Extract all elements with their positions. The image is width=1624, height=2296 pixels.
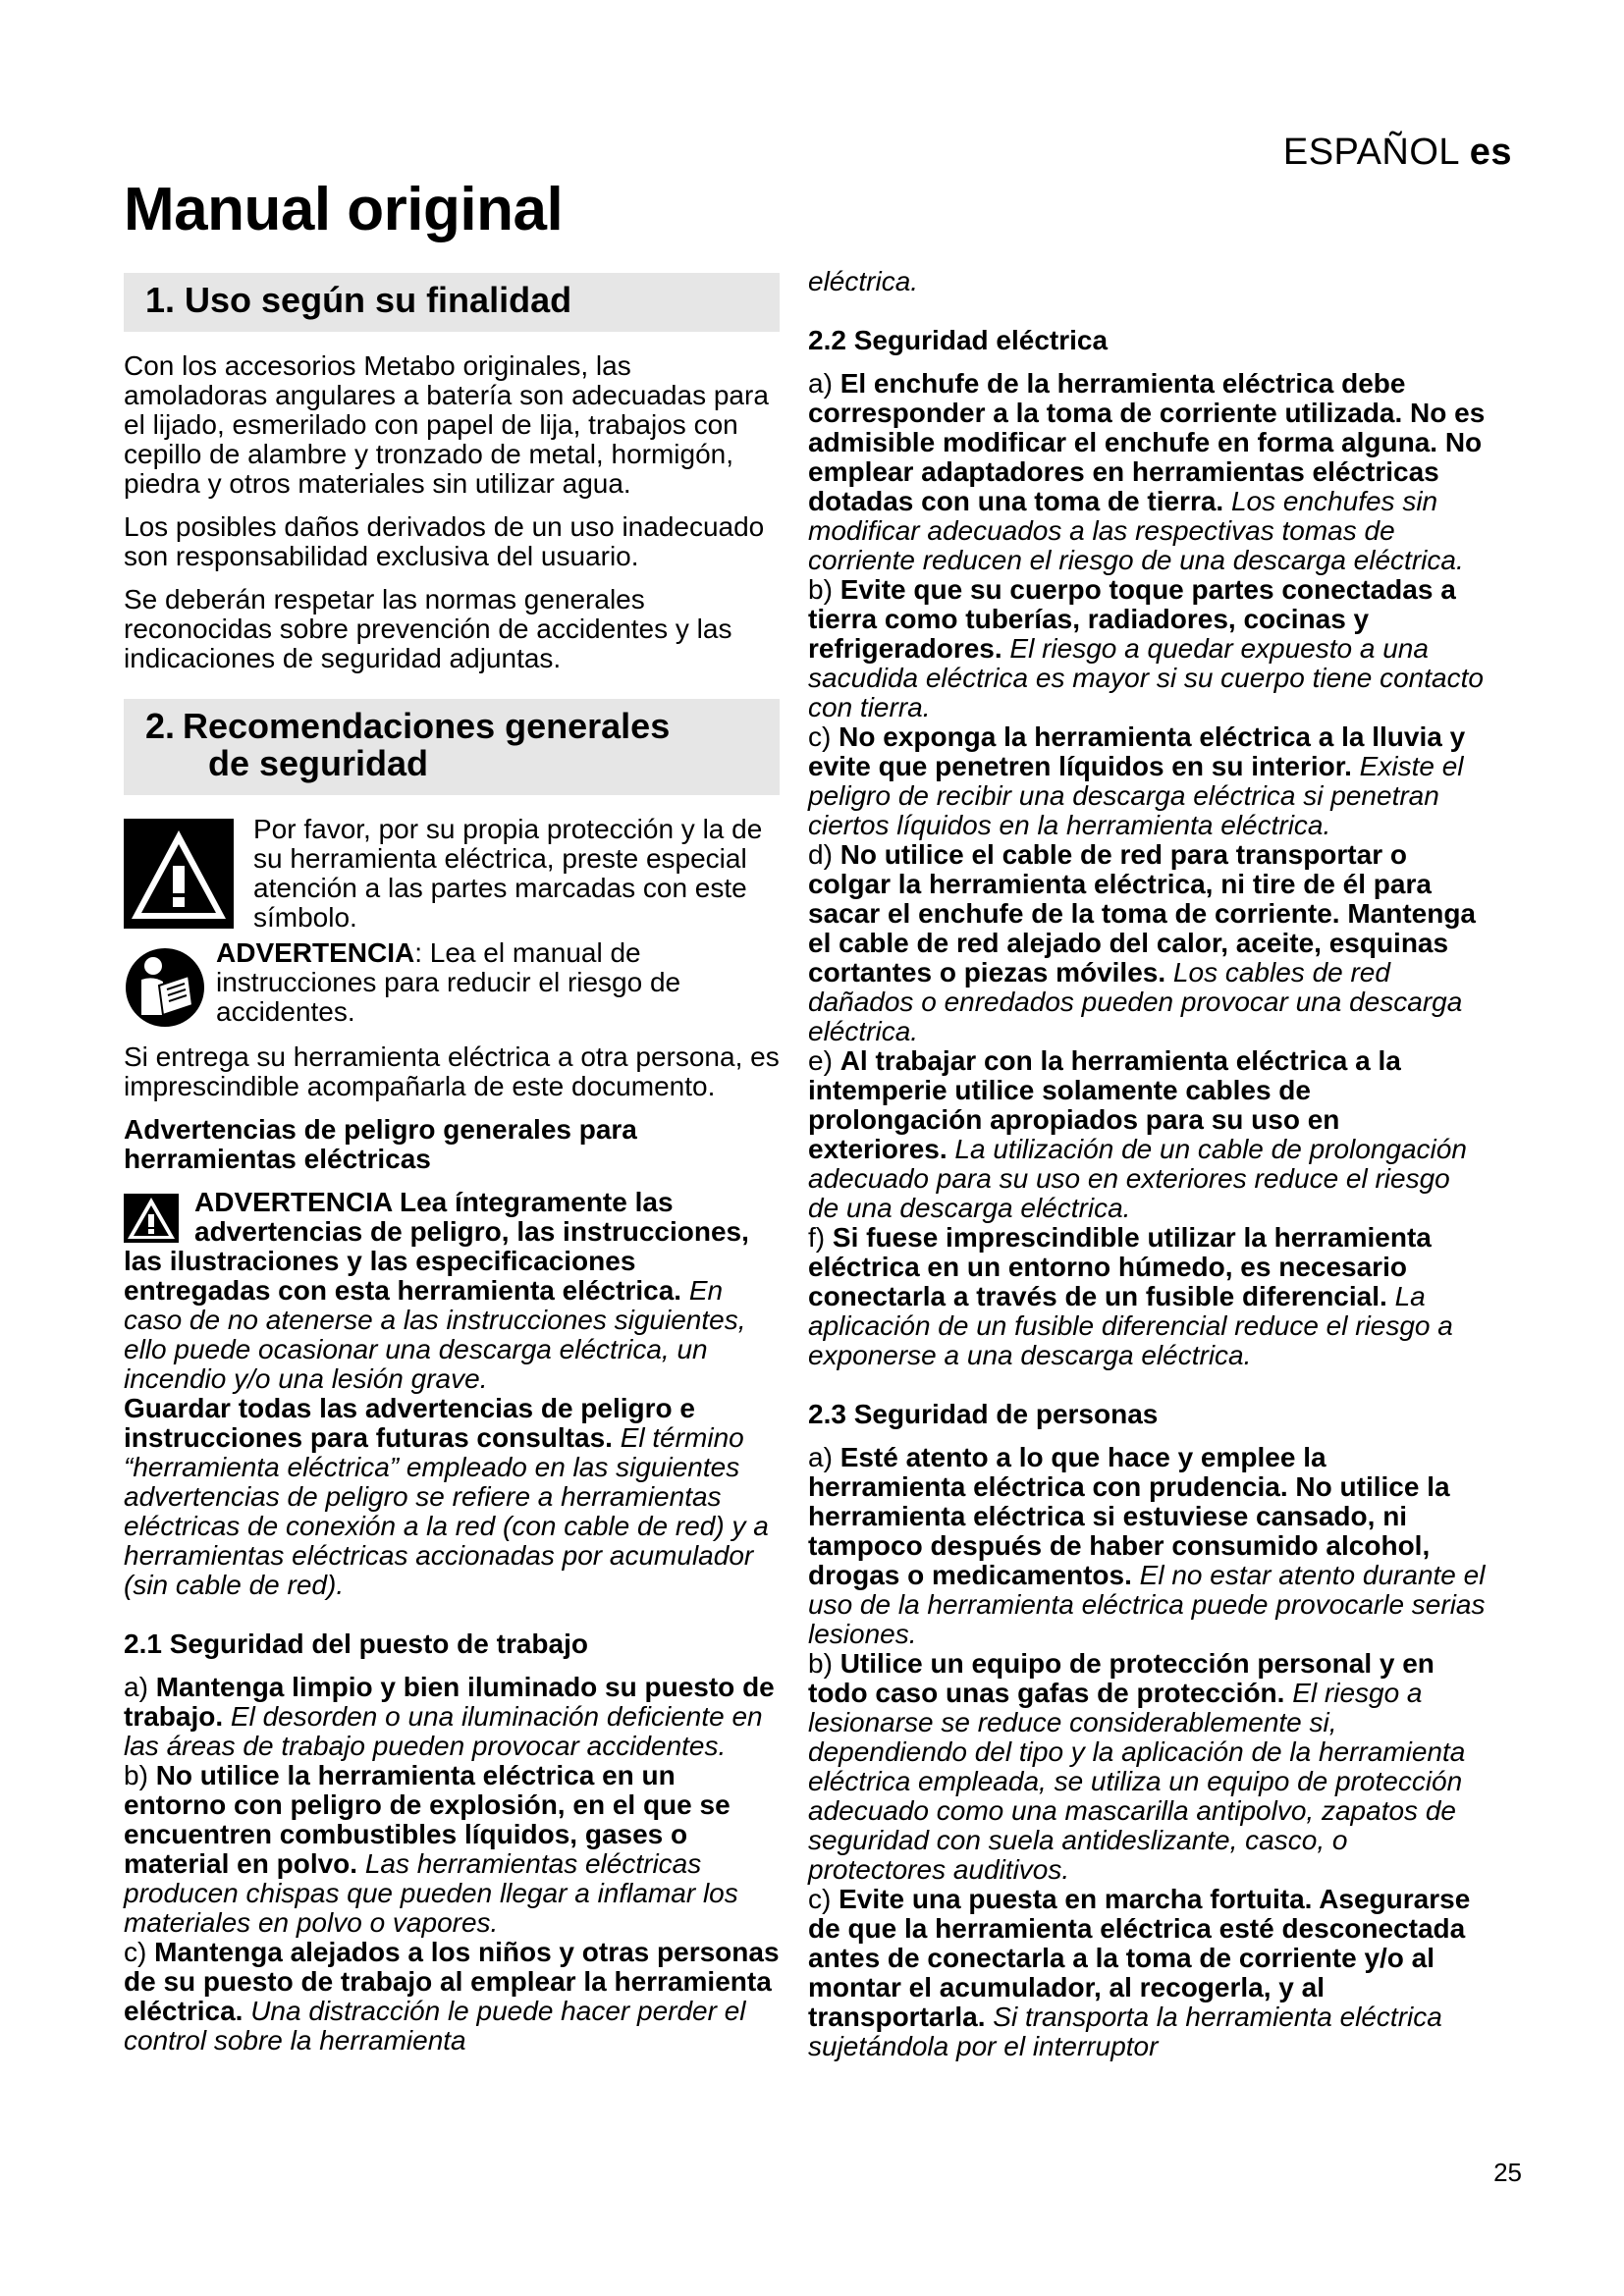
- item-bold: Si fuese imprescindible utilizar la herramienta eléctrica en un entorno húmedo, es necesario conectarla a través de un fusible diferencial.: [808, 1222, 1432, 1311]
- keep-instructions-bold: Guardar todas las advertencias de peligro e instrucciones para futuras consultas.: [124, 1393, 695, 1453]
- sec1-paragraph-1: Con los accesorios Metabo originales, las amoladoras angulares a batería son adecuadas para el lijado, esmerilado con papel de lija, trabajos con cepillo de alambre y tronzado de metal, hormigón, piedra y otros materiales sin utilizar agua.: [124, 350, 769, 499]
- item-bold: Mantenga alejados a los niños y otras personas de su puesto de trabajo al emplear la herramienta eléctrica.: [124, 1937, 780, 2026]
- item-prefix: c): [808, 1884, 839, 1914]
- item-bold: Utilice un equipo de protección personal y en todo caso unas gafas de protección.: [808, 1648, 1435, 1708]
- item-italic: Las herramientas eléctricas producen chispas que pueden llegar a inflamar los materiales en polvo o vapores.: [124, 1848, 738, 1938]
- item-prefix: b): [808, 574, 840, 605]
- language-name: ESPAÑOL: [1282, 132, 1459, 173]
- item-prefix: a): [808, 368, 840, 399]
- left-column: [124, 273, 780, 2056]
- item-italic: Los enchufes sin modificar adecuados a las respectivas tomas de corriente reducen el riesgo de una descarga eléctrica.: [808, 486, 1464, 575]
- continued-italic: eléctrica.: [808, 266, 919, 296]
- item-italic: Si transporta la herramienta eléctrica sujetándola por el interruptor: [808, 2002, 1442, 2061]
- item-bold: Evite una puesta en marcha fortuita. Asegurarse de que la herramienta eléctrica esté desconectada antes de conectarla a la toma de corriente y/o al montar el acumulador, al recogerla, y al transportarla.: [808, 1884, 1471, 2032]
- item-bold: No utilice la herramienta eléctrica en un entorno con peligro de explosión, en el que se encuentren combustibles líquidos, gases o material en polvo.: [124, 1760, 731, 1879]
- item-bold: No utilice el cable de red para transportar o colgar la herramienta eléctrica, ni tire de él para sacar el enchufe de la toma de corriente. Mantenga el cable de red alejado del calor, aceite, esquinas cortantes o piezas móviles.: [808, 839, 1476, 988]
- item-italic: La utilización de un cable de prolongación adecuado para su uso en exteriores reduce el riesgo de una descarga eléctrica.: [808, 1134, 1467, 1223]
- general-warning-bold: ADVERTENCIA Lea íntegramente las advertencias de peligro, las instrucciones, las ilustraciones y las especificaciones entregadas con esta herramienta eléctrica.: [124, 1187, 749, 1306]
- electrical-item-c: [808, 722, 1486, 840]
- item-italic: El desorden o una iluminación deficiente en las áreas de trabajo pueden provocar accidentes.: [124, 1701, 763, 1761]
- item-prefix: c): [808, 721, 839, 752]
- keep-instructions-text: [124, 1394, 780, 1600]
- item-prefix: c): [124, 1937, 155, 1967]
- symbol-note: [124, 815, 780, 933]
- right-column: [808, 267, 1486, 2061]
- item-bold: Al trabajar con la herramienta eléctrica a la intemperie utilice solamente cables de prolongación apropiados para su uso en exteriores.: [808, 1045, 1401, 1164]
- item-prefix: a): [808, 1442, 840, 1472]
- electrical-item-a: [808, 369, 1486, 575]
- section-2-title-line2: de seguridad: [208, 743, 429, 783]
- language-header: [1283, 132, 1512, 174]
- personal-item-c: [808, 1885, 1486, 2061]
- item-bold: No exponga la herramienta eléctrica a la lluvia y evite que penetren líquidos en su interior.: [808, 721, 1466, 781]
- manual-warning-body: : Lea el manual de instrucciones para reducir el riesgo de accidentes.: [216, 937, 681, 1027]
- read-manual-icon: [124, 946, 206, 1029]
- item-italic: Existe el peligro de recibir una descarga eléctrica si penetran ciertos líquidos en la herramienta eléctrica.: [808, 751, 1464, 840]
- electrical-safety-title: 2.2 Seguridad eléctrica: [808, 325, 1109, 355]
- page-title: Manual original: [124, 176, 564, 243]
- item-prefix: e): [808, 1045, 840, 1076]
- item-italic: El riesgo a lesionarse se reduce considerablemente si, dependiendo del tipo y la aplicación de la herramienta eléctrica empleada, se utiliza un equipo de protección adecuado como una mascarilla antipolvo, zapatos de seguridad con suela antideslizante, casco, o protectores auditivos.: [808, 1678, 1466, 1885]
- item-prefix: d): [808, 839, 840, 870]
- item-italic: Una distracción le puede hacer perder el control sobre la herramienta: [124, 1996, 746, 2056]
- electrical-item-e: [808, 1046, 1486, 1223]
- section-2-number: 2.: [145, 706, 176, 746]
- manual-warning: [124, 938, 780, 1029]
- general-warning-block: [124, 1188, 780, 1600]
- general-warning-italic: En caso de no atenerse a las instrucciones siguientes, ello puede ocasionar una descarga eléctrica, un incendio y/o una lesión grave.: [124, 1275, 746, 1394]
- general-warning-text: [124, 1188, 780, 1394]
- section-2-title: [124, 699, 780, 795]
- sec1-paragraph-3: Se deberán respetar las normas generales reconocidas sobre prevención de accidentes y las indicaciones de seguridad adjuntas.: [124, 584, 732, 673]
- personal-item-b: [808, 1649, 1486, 1885]
- personal-item-a: [808, 1443, 1486, 1649]
- section-1-title: 1. Uso según su finalidad: [124, 273, 780, 332]
- section-2-title-line1: Recomendaciones generales: [183, 706, 671, 746]
- item-prefix: a): [124, 1672, 156, 1702]
- item-prefix: b): [124, 1760, 156, 1790]
- personal-safety-title: 2.3 Seguridad de personas: [808, 1399, 1159, 1429]
- electrical-item-d: [808, 840, 1486, 1046]
- handover-paragraph: Si entrega su herramienta eléctrica a otra persona, es imprescindible acompañarla de este documento.: [124, 1041, 780, 1101]
- symbol-note-text: Por favor, por su propia protección y la de su herramienta eléctrica, preste especial atención a las partes marcadas con este símbolo.: [253, 814, 763, 933]
- item-prefix: b): [808, 1648, 840, 1679]
- continued-text: [808, 267, 1486, 296]
- workplace-safety-title: 2.1 Seguridad del puesto de trabajo: [124, 1629, 588, 1659]
- electrical-item-b: [808, 575, 1486, 722]
- item-bold: Mantenga limpio y bien iluminado su puesto de trabajo.: [124, 1672, 775, 1732]
- manual-warning-text: [216, 938, 780, 1027]
- item-bold: El enchufe de la herramienta eléctrica debe corresponder a la toma de corriente utilizada. No es admisible modificar el enchufe en forma alguna. No emplear adaptadores en herramientas eléctricas dotadas con una toma de tierra.: [808, 368, 1486, 516]
- item-prefix: f): [808, 1222, 833, 1253]
- page-number: 25: [1493, 2158, 1522, 2187]
- item-italic: La aplicación de un fusible diferencial reduce el riesgo a exponerse a una descarga eléctrica.: [808, 1281, 1453, 1370]
- warning-triangle-icon: [124, 819, 234, 929]
- small-warning-icon: [124, 1194, 179, 1243]
- item-italic: El no estar atento durante el uso de la herramienta eléctrica puede provocarle serias lesiones.: [808, 1560, 1486, 1649]
- item-italic: Los cables de red dañados o enredados pueden provocar una descarga eléctrica.: [808, 957, 1463, 1046]
- language-code: es: [1469, 132, 1512, 173]
- manual-warning-label: ADVERTENCIA: [216, 937, 415, 968]
- item-bold: Esté atento a lo que hace y emplee la herramienta eléctrica con prudencia. No utilice la herramienta eléctrica si estuviese cansado, ni tampoco después de haber consumido alcohol, drogas o medicamentos.: [808, 1442, 1450, 1590]
- item-italic: El riesgo a quedar expuesto a una sacudida eléctrica es mayor si su cuerpo tiene contacto con tierra.: [808, 633, 1484, 722]
- sec1-paragraph-2: Los posibles daños derivados de un uso inadecuado son responsabilidad exclusiva del usuario.: [124, 511, 765, 571]
- general-warnings-title: Advertencias de peligro generales para herramientas eléctricas: [124, 1114, 637, 1174]
- item-bold: Evite que su cuerpo toque partes conectadas a tierra como tuberías, radiadores, cocinas y refrigeradores.: [808, 574, 1456, 664]
- workplace-item-c: [124, 1938, 780, 2056]
- keep-instructions-italic: El término “herramienta eléctrica” empleado en las siguientes advertencias de peligro se refiere a herramientas eléctricas de conexión a la red (con cable de red) y a herramientas eléctricas accionadas por acumulador (sin cable de red).: [124, 1422, 769, 1600]
- workplace-item-b: [124, 1761, 780, 1938]
- electrical-item-f: [808, 1223, 1486, 1370]
- workplace-item-a: [124, 1673, 780, 1761]
